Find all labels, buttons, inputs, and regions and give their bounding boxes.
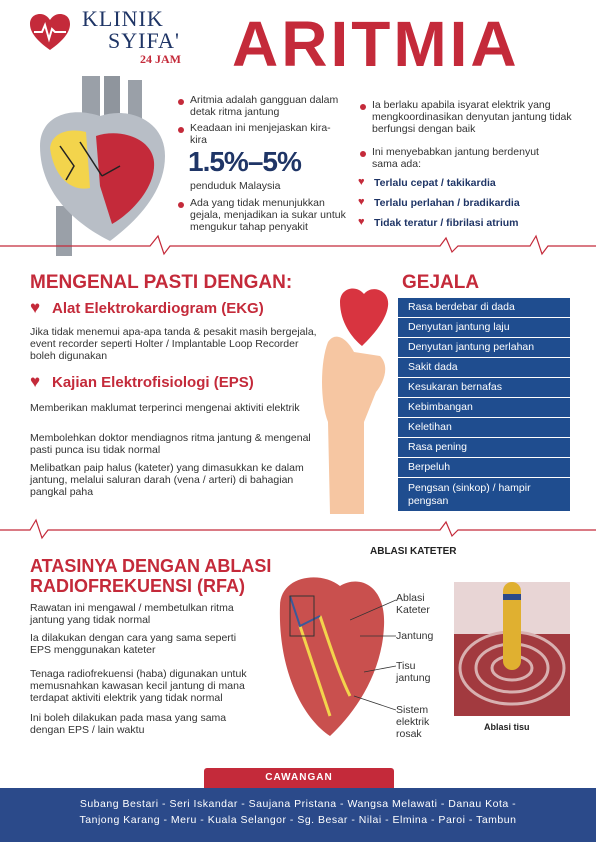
branches-line-2: Tanjong Karang - Meru - Kuala Selangor - Sg. Besar - Nilai - Elmina - Paroi - Tambun [79, 814, 517, 826]
bullet-dot [360, 104, 366, 110]
eps-point-3: Melibatkan paip halus (kateter) yang dimasukkan ke dalam jantung, melalui saluran darah (vena / arteri) di bahagian pangkal paha [30, 462, 304, 498]
heart-icon: ♥ [30, 372, 41, 391]
label-tissue: Tisu jantung [396, 660, 431, 684]
eps-point-1: Memberikan maklumat terperinci mengenai aktiviti elektrik [30, 402, 300, 414]
intro-bullet-5: Ini menyebabkan jantung berdenyut sama ada: [372, 146, 539, 170]
label-electric-system: Sistem elektrik rosak [396, 704, 430, 740]
tissue-cross-section [454, 582, 570, 716]
ekg-title: Alat Elektrokardiogram (EKG) [52, 300, 264, 317]
eps-title: Kajian Elektrofisiologi (EPS) [52, 374, 254, 391]
prevalence-note: penduduk Malaysia [190, 180, 281, 192]
symptom-item: Kebimbangan [398, 398, 570, 418]
intro-bullet-4: Ia berlaku apabila isyarat elektrik yang mengkoordinasikan denyutan jantung tidak berfungsi dengan baik [372, 99, 572, 135]
rhythm-type-2: Terlalu perlahan / bradikardia [374, 197, 520, 209]
rhythm-type-3: Tidak teratur / fibrilasi atrium [374, 217, 519, 229]
brand-hours: 24 JAM [140, 52, 181, 66]
ekg-text: Jika tidak menemui apa-apa tanda & pesakit masih bergejala, event recorder seperti Holter / Implantable Loop Recorder boleh digunakan [30, 326, 317, 362]
diagnosis-heading: MENGENAL PASTI DENGAN: [30, 272, 293, 293]
heart-icon: ♥ [30, 298, 41, 317]
symptom-item: Kesukaran bernafas [398, 378, 570, 398]
bullet-dot [178, 99, 184, 105]
tissue-caption: Ablasi tisu [484, 722, 530, 732]
label-ablation-catheter: Ablasi Kateter [396, 592, 430, 616]
heart-icon: ♥ [358, 216, 365, 228]
symptom-item: Sakit dada [398, 358, 570, 378]
eps-point-2: Membolehkan doktor mendiagnos ritma jantung & mengenal pasti punca isu tidak normal [30, 432, 311, 456]
symptom-item: Rasa pening [398, 438, 570, 458]
hand-heart-illustration [318, 282, 398, 514]
ecg-divider [0, 516, 596, 542]
label-leader-lines [350, 596, 396, 716]
intro-bullet-2: Keadaan ini menjejaskan kira-kira [190, 122, 331, 146]
heart-illustration [30, 76, 175, 256]
ecg-divider [0, 232, 596, 258]
treatment-point-1: Rawatan ini mengawal / membetulkan ritma jantung yang tidak normal [30, 602, 234, 626]
treatment-point-2: Ia dilakukan dengan cara yang sama seperti EPS menggunakan kateter [30, 632, 237, 656]
brand-name-2: SYIFA' [108, 28, 180, 53]
bullet-dot [360, 151, 366, 157]
symptoms-heading: GEJALA [402, 272, 480, 293]
branches-line-1: Subang Bestari - Seri Iskandar - Saujana Pristana - Wangsa Melawati - Danau Kota - [79, 798, 517, 810]
branches-heading: CAWANGAN [204, 768, 394, 788]
treatment-heading-2: RADIOFREKUENSI (RFA) [30, 576, 245, 596]
symptom-item: Denyutan jantung perlahan [398, 338, 570, 358]
symptom-item: Pengsan (sinkop) / hampir pengsan [398, 478, 570, 512]
treatment-heading-1: ATASINYA DENGAN ABLASI [30, 556, 272, 576]
brand-name: KLINIK [82, 6, 164, 31]
rhythm-type-1: Terlalu cepat / takikardia [374, 177, 496, 189]
intro-bullet-3: Ada yang tidak menunjukkan gejala, menjadikan ia sukar untuk mengukur tahap penyakit [190, 197, 346, 233]
figure-title: ABLASI KATETER [370, 546, 457, 557]
symptom-item: Keletihan [398, 418, 570, 438]
label-heart: Jantung [396, 630, 434, 642]
page-title: ARITMIA [232, 8, 520, 80]
intro-bullet-1: Aritmia adalah gangguan dalam detak ritma jantung [190, 94, 339, 118]
bullet-dot [178, 202, 184, 208]
symptom-item: Denyutan jantung laju [398, 318, 570, 338]
prevalence-percentage: 1.5%–5% [188, 146, 301, 177]
symptom-item: Rasa berdebar di dada [398, 298, 570, 318]
treatment-point-4: Ini boleh dilakukan pada masa yang sama dengan EPS / lain waktu [30, 712, 227, 736]
bullet-dot [178, 127, 184, 133]
logo-heart-icon [28, 12, 72, 52]
symptom-item: Berpeluh [398, 458, 570, 478]
treatment-point-3: Tenaga radiofrekuensi (haba) digunakan untuk memusnahkan kawasan kecil jantung di mana terdapat aktiviti elektrik yang tidak normal [30, 668, 247, 704]
heart-icon: ♥ [358, 196, 365, 208]
heart-icon: ♥ [358, 176, 365, 188]
